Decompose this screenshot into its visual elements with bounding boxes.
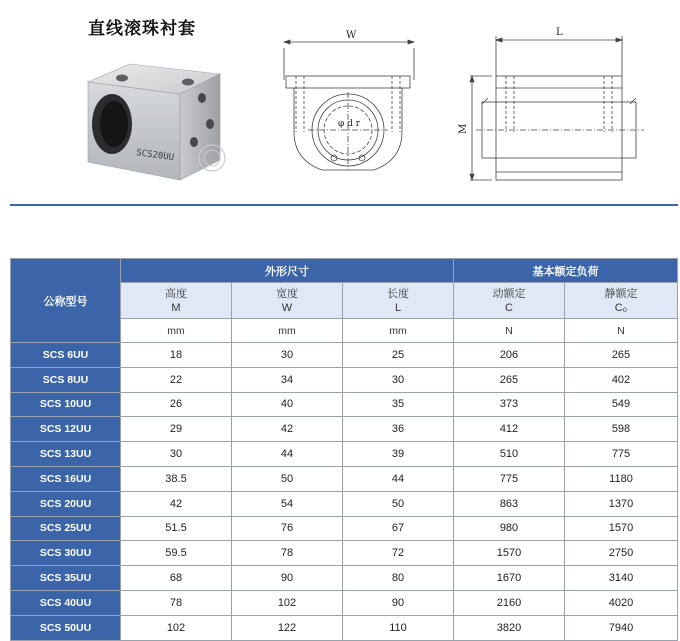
value-cell: 30 xyxy=(121,442,232,467)
value-cell: 54 xyxy=(232,491,343,516)
value-cell: 122 xyxy=(232,615,343,640)
value-cell: 42 xyxy=(232,417,343,442)
value-cell: 30 xyxy=(232,343,343,368)
value-cell: 775 xyxy=(565,442,678,467)
table-row xyxy=(11,566,678,591)
model-cell: SCS 6UU xyxy=(11,343,121,368)
value-cell: 38.5 xyxy=(121,466,232,491)
unit-cell: mm xyxy=(121,319,232,343)
width-label: W xyxy=(346,30,357,41)
side-view-drawing xyxy=(452,20,652,190)
column-header-static-load: 静额定 C₀ xyxy=(565,283,678,319)
value-cell: 78 xyxy=(121,590,232,615)
model-cell: SCS 50UU xyxy=(11,615,121,640)
value-cell: 80 xyxy=(343,566,454,591)
model-cell: SCS 16UU xyxy=(11,466,121,491)
value-cell: 44 xyxy=(232,442,343,467)
value-cell: 34 xyxy=(232,367,343,392)
value-cell: 36 xyxy=(343,417,454,442)
value-cell: 373 xyxy=(454,392,565,417)
value-cell: 1180 xyxy=(565,466,678,491)
column-header-dynamic-load: 动额定 C xyxy=(454,283,565,319)
column-header-length: 长度 L xyxy=(343,283,454,319)
value-cell: 42 xyxy=(121,491,232,516)
value-cell: 1370 xyxy=(565,491,678,516)
value-cell: 72 xyxy=(343,541,454,566)
value-cell: 775 xyxy=(454,466,565,491)
value-cell: 598 xyxy=(565,417,678,442)
product-marking: SCS20UU xyxy=(135,148,175,164)
value-cell: 67 xyxy=(343,516,454,541)
value-cell: 29 xyxy=(121,417,232,442)
specification-table xyxy=(10,258,678,641)
value-cell: 18 xyxy=(121,343,232,368)
model-header: 公称型号 xyxy=(11,259,121,343)
value-cell: 2160 xyxy=(454,590,565,615)
group-load-header: 基本额定负荷 xyxy=(454,259,678,283)
table-row xyxy=(11,541,678,566)
bore-label: φ d r xyxy=(338,119,361,129)
value-cell: 90 xyxy=(232,566,343,591)
unit-cell: N xyxy=(565,319,678,343)
product-photo xyxy=(70,52,240,202)
value-cell: 510 xyxy=(454,442,565,467)
value-cell: 50 xyxy=(343,491,454,516)
value-cell: 51.5 xyxy=(121,516,232,541)
value-cell: 50 xyxy=(232,466,343,491)
value-cell: 3140 xyxy=(565,566,678,591)
table-row xyxy=(11,491,678,516)
value-cell: 26 xyxy=(121,392,232,417)
value-cell: 30 xyxy=(343,367,454,392)
model-cell: SCS 20UU xyxy=(11,491,121,516)
model-cell: SCS 25UU xyxy=(11,516,121,541)
value-cell: 206 xyxy=(454,343,565,368)
value-cell: 4020 xyxy=(565,590,678,615)
group-dimensions-header: 外形尺寸 xyxy=(121,259,454,283)
value-cell: 110 xyxy=(343,615,454,640)
value-cell: 265 xyxy=(565,343,678,368)
table-row xyxy=(11,417,678,442)
value-cell: 22 xyxy=(121,367,232,392)
value-cell: 102 xyxy=(121,615,232,640)
length-label: L xyxy=(556,27,563,38)
unit-cell: mm xyxy=(232,319,343,343)
front-view-drawing xyxy=(268,20,428,190)
value-cell: 402 xyxy=(565,367,678,392)
value-cell: 1570 xyxy=(565,516,678,541)
value-cell: 76 xyxy=(232,516,343,541)
model-cell: SCS 8UU xyxy=(11,367,121,392)
value-cell: 549 xyxy=(565,392,678,417)
value-cell: 1670 xyxy=(454,566,565,591)
table-row xyxy=(11,466,678,491)
value-cell: 2750 xyxy=(565,541,678,566)
table-row xyxy=(11,392,678,417)
value-cell: 412 xyxy=(454,417,565,442)
table-row xyxy=(11,367,678,392)
value-cell: 7940 xyxy=(565,615,678,640)
table-row xyxy=(11,343,678,368)
value-cell: 980 xyxy=(454,516,565,541)
value-cell: 35 xyxy=(343,392,454,417)
value-cell: 44 xyxy=(343,466,454,491)
column-header-height: 高度 M xyxy=(121,283,232,319)
unit-cell: mm xyxy=(343,319,454,343)
value-cell: 90 xyxy=(343,590,454,615)
value-cell: 68 xyxy=(121,566,232,591)
value-cell: 265 xyxy=(454,367,565,392)
table-row xyxy=(11,590,678,615)
model-cell: SCS 35UU xyxy=(11,566,121,591)
page-title: 直线滚珠衬套 xyxy=(88,19,196,39)
value-cell: 863 xyxy=(454,491,565,516)
value-cell: 25 xyxy=(343,343,454,368)
value-cell: 39 xyxy=(343,442,454,467)
table-row xyxy=(11,442,678,467)
value-cell: 1570 xyxy=(454,541,565,566)
value-cell: 40 xyxy=(232,392,343,417)
model-cell: SCS 12UU xyxy=(11,417,121,442)
table-row xyxy=(11,516,678,541)
table-row xyxy=(11,615,678,640)
model-cell: SCS 40UU xyxy=(11,590,121,615)
model-cell: SCS 10UU xyxy=(11,392,121,417)
section-divider xyxy=(10,204,678,206)
height-label: M xyxy=(458,123,469,134)
value-cell: 78 xyxy=(232,541,343,566)
model-cell: SCS 30UU xyxy=(11,541,121,566)
model-cell: SCS 13UU xyxy=(11,442,121,467)
column-header-width: 宽度 W xyxy=(232,283,343,319)
unit-cell: N xyxy=(454,319,565,343)
value-cell: 102 xyxy=(232,590,343,615)
value-cell: 59.5 xyxy=(121,541,232,566)
value-cell: 3820 xyxy=(454,615,565,640)
